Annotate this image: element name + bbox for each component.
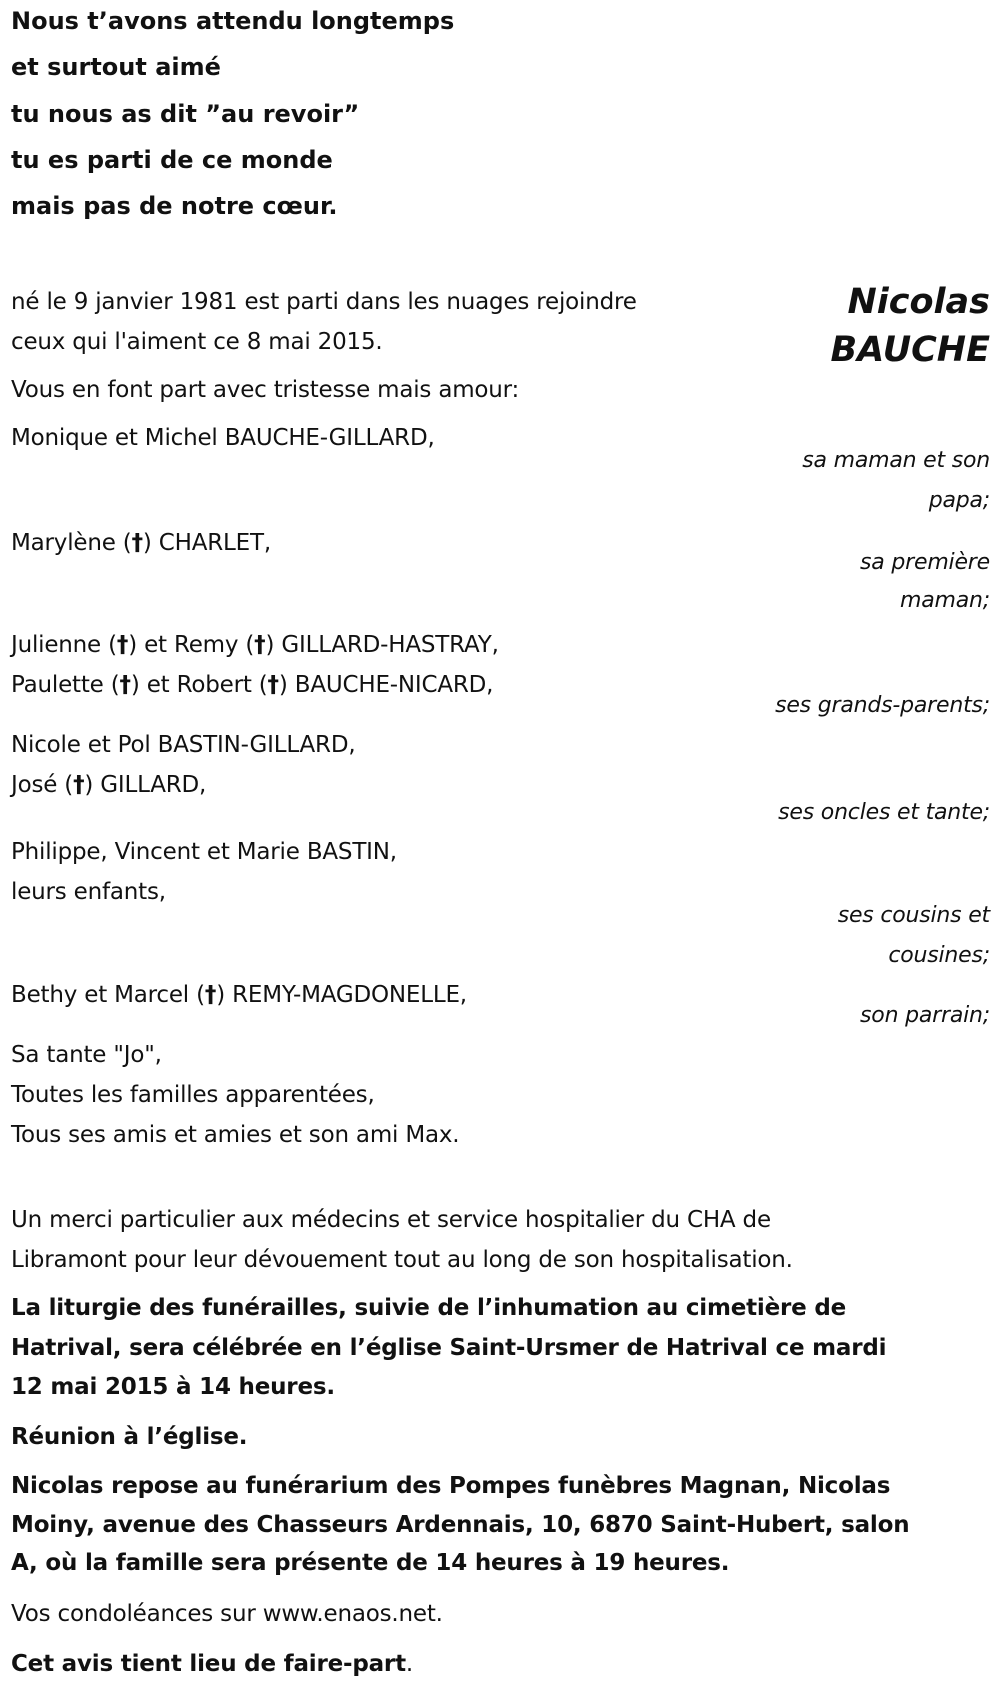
family-relation: papa; xyxy=(928,488,990,513)
family-name-line: Bethy et Marcel (†) REMY-MAGDONELLE, xyxy=(11,982,467,1008)
family-relation: ses cousins et xyxy=(837,903,990,928)
dagger-icon: † xyxy=(204,982,217,1008)
intro-line-2: ceux qui l'aiment ce 8 mai 2015. xyxy=(11,329,383,355)
dagger-icon: † xyxy=(116,632,129,658)
family-relation: cousines; xyxy=(888,943,990,968)
family-name-line: Paulette (†) et Robert (†) BAUCHE-NICARD, xyxy=(11,672,494,698)
announcement: Vous en font part avec tristesse mais amour: xyxy=(11,377,520,403)
family-name-line: Toutes les familles apparentées, xyxy=(11,1082,375,1108)
intro-line-1: né le 9 janvier 1981 est parti dans les nuages rejoindre xyxy=(11,289,637,315)
poem-line-5: mais pas de notre cœur. xyxy=(11,192,338,220)
poem-line-3: tu nous as dit ”au revoir” xyxy=(11,100,360,128)
dagger-icon: † xyxy=(131,530,143,556)
thanks-line-1: Un merci particulier aux médecins et service hospitalier du CHA de xyxy=(11,1207,771,1233)
family-relation: sa maman et son xyxy=(802,448,990,473)
family-name-line: Philippe, Vincent et Marie BASTIN, xyxy=(11,839,397,865)
condolences-note: Vos condoléances sur www.enaos.net. xyxy=(11,1601,443,1627)
thanks-line-2: Libramont pour leur dévouement tout au long de son hospitalisation. xyxy=(11,1247,793,1273)
closing-note: Cet avis tient lieu de faire-part. xyxy=(11,1651,413,1677)
family-name-line: Tous ses amis et amies et son ami Max. xyxy=(11,1122,460,1148)
family-name-line: Sa tante "Jo", xyxy=(11,1042,162,1068)
deceased-last-name: BAUCHE xyxy=(830,330,990,370)
family-relation: maman; xyxy=(900,588,990,613)
funeral-line-1: La liturgie des funérailles, suivie de l’inhumation au cimetière de xyxy=(11,1295,847,1321)
dagger-icon: † xyxy=(254,632,266,658)
family-relation: ses grands-parents; xyxy=(775,693,990,718)
dagger-icon: † xyxy=(267,672,279,698)
viewing-line-1: Nicolas repose au funérarium des Pompes funèbres Magnan, Nicolas xyxy=(11,1473,891,1499)
family-name-line: Marylène (†) CHARLET, xyxy=(11,530,271,556)
dagger-icon: † xyxy=(119,672,131,698)
family-relation: ses oncles et tante; xyxy=(778,800,990,825)
family-relation: sa première xyxy=(860,550,990,575)
meeting-note: Réunion à l’église. xyxy=(11,1424,248,1450)
deceased-first-name: Nicolas xyxy=(847,282,990,322)
dagger-icon: † xyxy=(73,772,85,798)
funeral-line-3: 12 mai 2015 à 14 heures. xyxy=(11,1374,335,1400)
funeral-line-2: Hatrival, sera célébrée en l’église Saint-Ursmer de Hatrival ce mardi xyxy=(11,1335,887,1361)
family-name-line: Nicole et Pol BASTIN-GILLARD, xyxy=(11,732,356,758)
poem-line-2: et surtout aimé xyxy=(11,53,221,81)
poem-line-4: tu es parti de ce monde xyxy=(11,146,333,174)
poem-line-1: Nous t’avons attendu longtemps xyxy=(11,7,455,35)
family-name-line: Monique et Michel BAUCHE-GILLARD, xyxy=(11,425,435,451)
viewing-line-3: A, où la famille sera présente de 14 heures à 19 heures. xyxy=(11,1550,730,1576)
family-name-line: José (†) GILLARD, xyxy=(11,772,207,798)
family-relation: son parrain; xyxy=(860,1003,990,1028)
family-name-line: leurs enfants, xyxy=(11,879,166,905)
family-name-line: Julienne (†) et Remy (†) GILLARD-HASTRAY, xyxy=(11,632,499,658)
viewing-line-2: Moiny, avenue des Chasseurs Ardennais, 10, 6870 Saint-Hubert, salon xyxy=(11,1512,910,1538)
